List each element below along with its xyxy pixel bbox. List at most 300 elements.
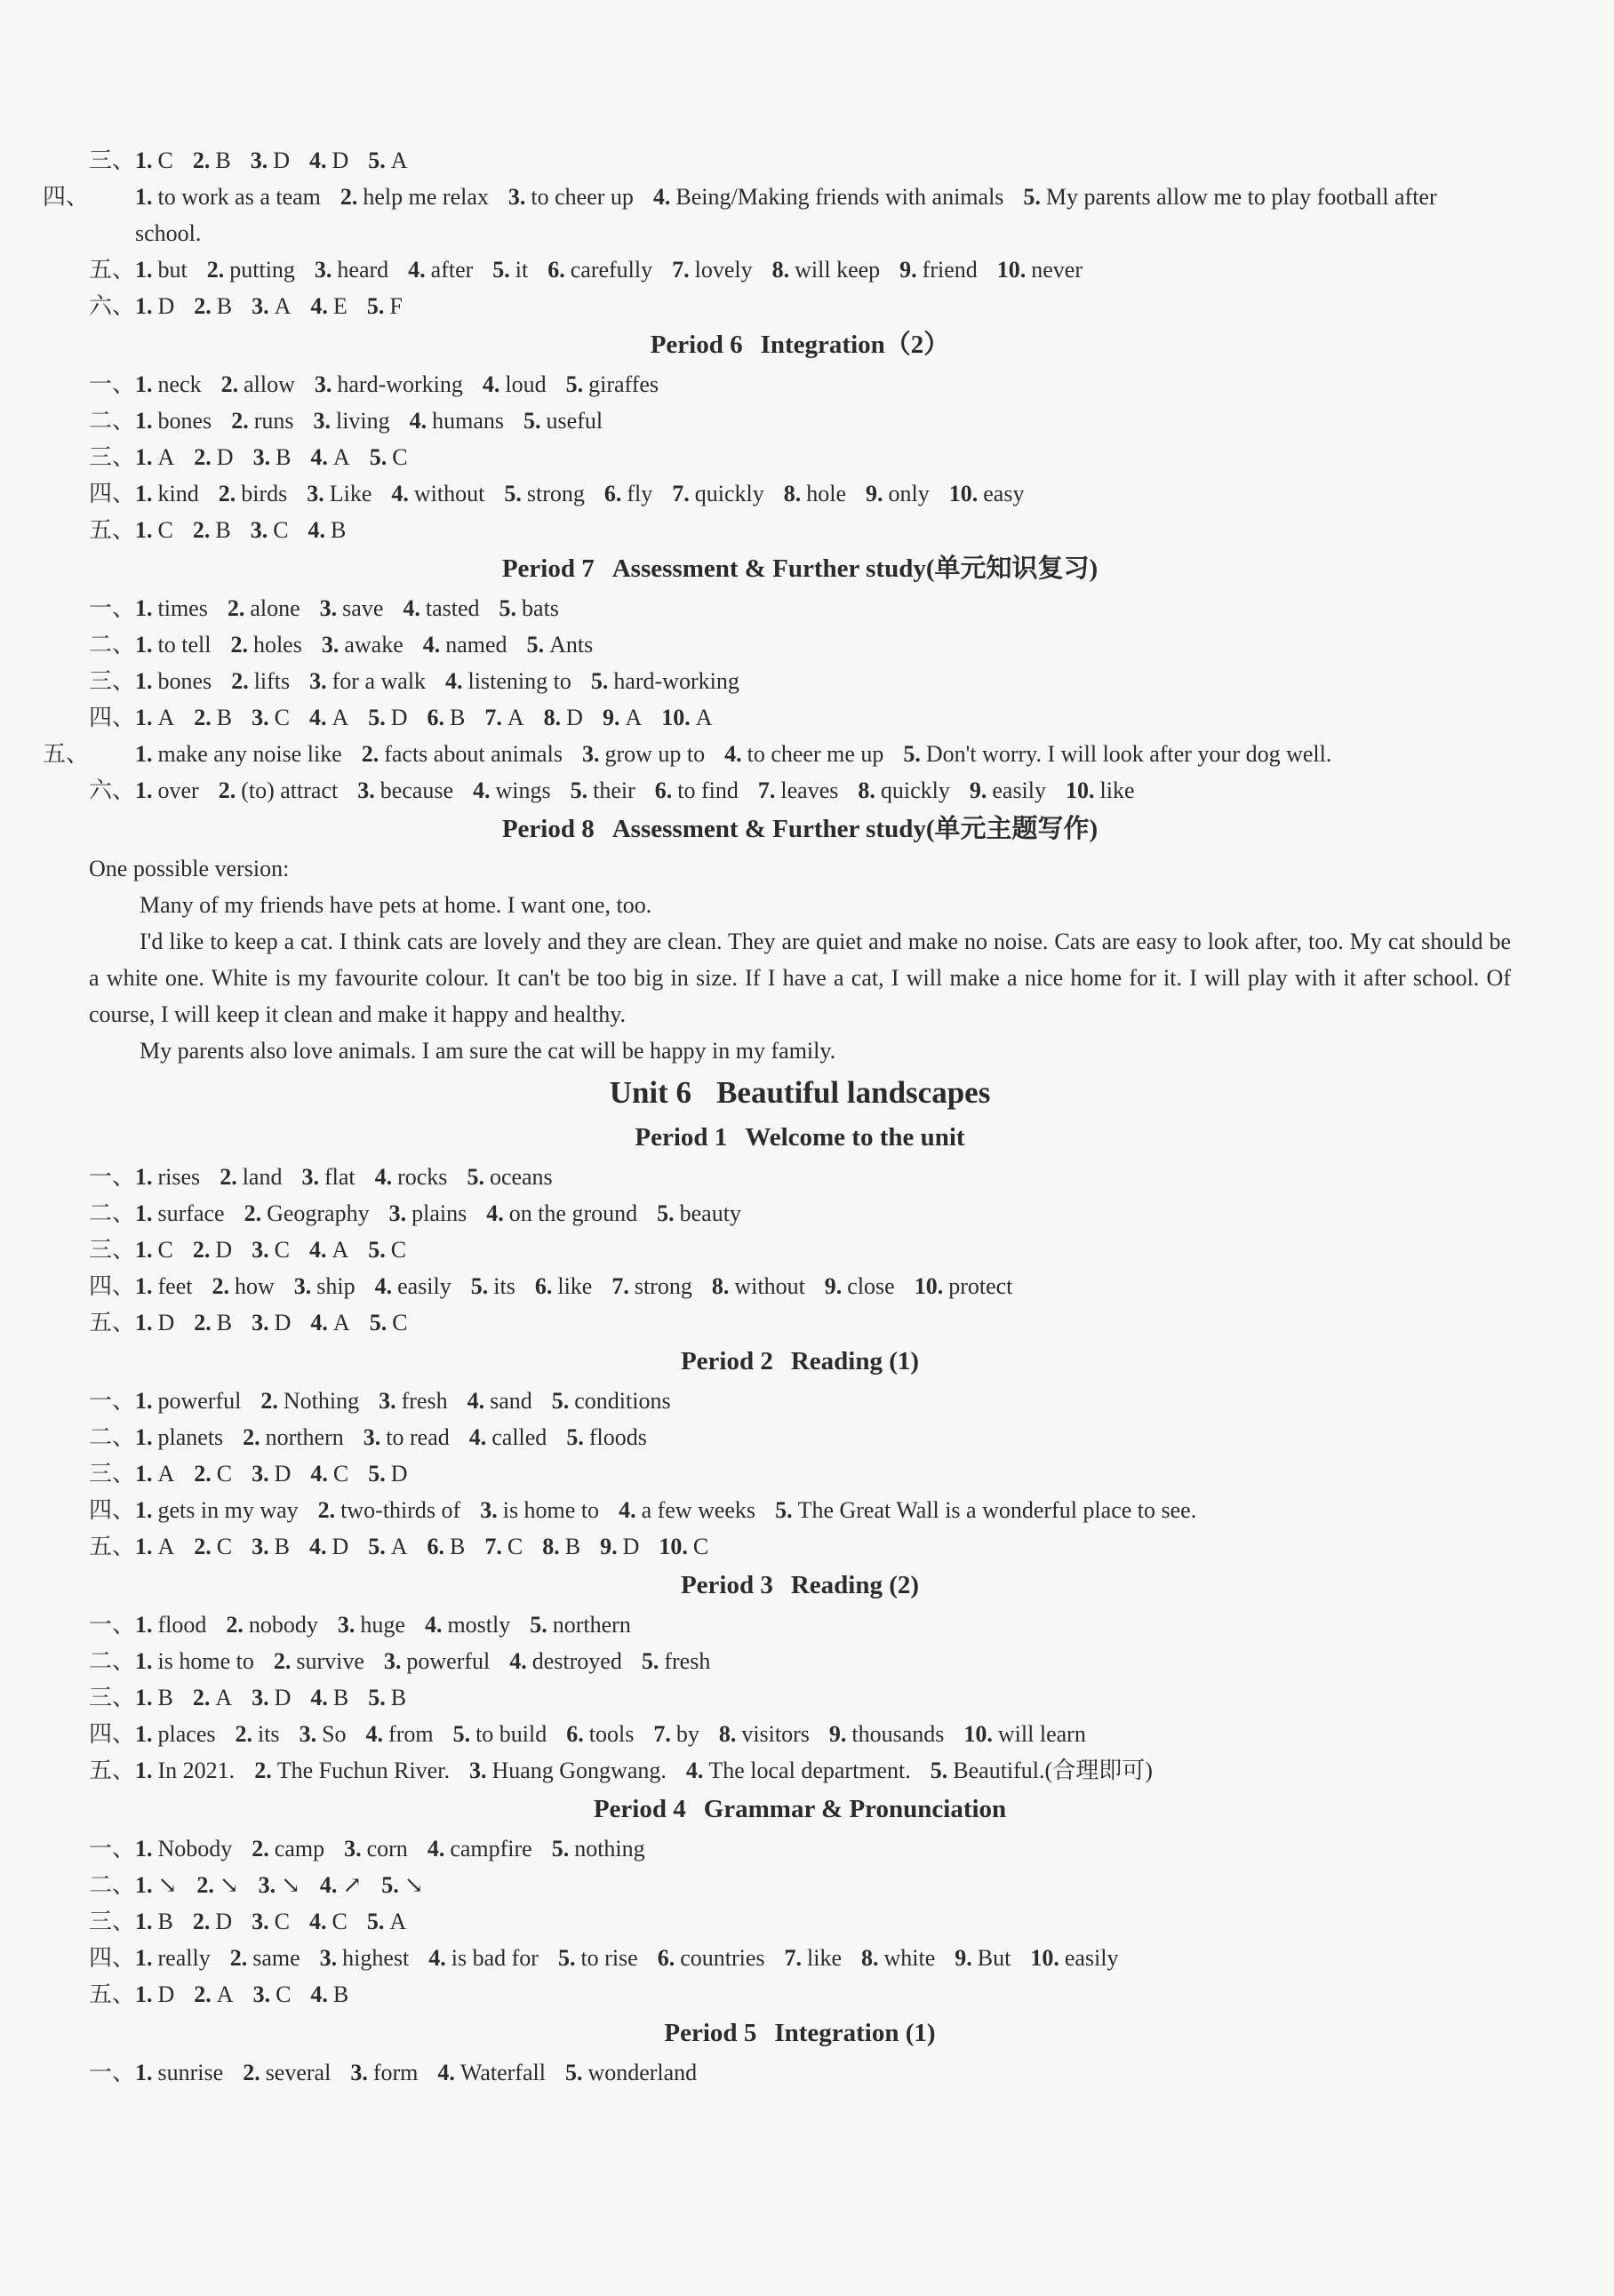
answer-text: runs: [253, 408, 294, 434]
answer-item: [135, 1981, 174, 2007]
section-label: 三、: [89, 147, 136, 173]
answer-item: [220, 1164, 282, 1190]
answer-number: 9.: [602, 705, 620, 730]
answer-text: D: [274, 1310, 292, 1335]
answer-number: 1.: [135, 1872, 153, 1898]
answer-number: 5.: [1023, 184, 1041, 210]
answer-number: 9.: [824, 1273, 843, 1299]
answer-number: 3.: [319, 1945, 338, 1971]
period-title: Integration（2）: [760, 331, 950, 359]
answer-number: 2.: [235, 1721, 252, 1747]
answer-number: 3.: [258, 1872, 276, 1898]
answer-text: C: [692, 1534, 709, 1559]
answer-number: 4.: [486, 1200, 504, 1226]
answer-number: 6.: [657, 1945, 675, 1971]
answer-item: [653, 184, 1004, 210]
answer-text: B: [157, 1909, 173, 1934]
answer-text: humans: [432, 408, 505, 434]
answer-number: 7.: [653, 1721, 671, 1747]
answer-number: 1.: [135, 595, 153, 621]
answer-item: [315, 257, 388, 283]
answer-text: kind: [157, 481, 199, 506]
answer-number: 3.: [357, 777, 375, 803]
answer-text: Waterfall: [459, 2060, 546, 2085]
answer-text: B: [216, 1310, 233, 1335]
answer-number: 4.: [509, 1648, 527, 1674]
answer-text: form: [372, 2060, 419, 2085]
answer-number: 2.: [192, 1909, 211, 1934]
period-number: Period 3: [680, 1571, 773, 1599]
answer-item: [486, 1200, 637, 1226]
answer-item: [135, 1461, 174, 1487]
section-label: 四、: [89, 705, 136, 730]
section-label: 二、: [89, 408, 136, 434]
answer-number: 2.: [194, 444, 212, 470]
answer-text: it: [515, 257, 529, 283]
answer-item: [135, 632, 211, 658]
answer-text: called: [491, 1424, 547, 1450]
answer-number: 6.: [534, 1273, 553, 1299]
answer-text: corn: [366, 1836, 408, 1862]
answer-text: So: [322, 1721, 347, 1747]
answer-item: [135, 1758, 235, 1783]
answer-text: huge: [360, 1612, 405, 1638]
answer-item: [672, 257, 753, 283]
answer-text: hard-working: [613, 668, 739, 694]
section-label: 四、: [89, 1721, 136, 1747]
answer-number: 4.: [427, 1836, 445, 1862]
answer-item: [135, 1945, 211, 1971]
period-heading: [89, 809, 1511, 850]
answer-number: 3.: [314, 371, 332, 397]
answer-number: 3.: [252, 444, 271, 470]
answer-item: [135, 1200, 225, 1226]
answer-row: [89, 1903, 1511, 1940]
answer-number: 2.: [273, 1648, 292, 1674]
answer-number: 4.: [310, 293, 328, 319]
answer-text: tools: [588, 1721, 635, 1747]
period-title: Welcome to the unit: [745, 1123, 965, 1152]
answer-number: 2.: [194, 293, 212, 319]
answer-item: [310, 1981, 348, 2007]
answer-text: powerful: [406, 1648, 491, 1674]
answer-item: [566, 1721, 634, 1747]
answer-number: 3.: [252, 1909, 269, 1934]
period-title: Assessment & Further study(单元知识复习): [611, 554, 1099, 583]
answer-text: places: [157, 1721, 216, 1747]
section-label: 一、: [89, 1612, 136, 1638]
section-label: 二、: [89, 1872, 136, 1898]
answer-text: floods: [588, 1424, 647, 1450]
answer-item: [253, 1981, 292, 2007]
answer-text: The Great Wall is a wonderful place to see.: [797, 1497, 1197, 1523]
answer-text: to read: [386, 1424, 450, 1450]
answer-number: 1.: [135, 1497, 153, 1523]
answer-item: [659, 1534, 708, 1559]
answer-number: 2.: [194, 705, 212, 730]
answer-text: D: [216, 444, 234, 470]
answer-item: [366, 1721, 434, 1747]
answer-item: [955, 1945, 1011, 1971]
period-number: Period 4: [593, 1795, 686, 1823]
answer-number: 4.: [482, 371, 500, 397]
answer-item: [381, 1872, 423, 1898]
section-label: 五、: [89, 257, 136, 283]
answer-row: [89, 626, 1511, 663]
answer-row: [89, 1830, 1511, 1867]
period-heading: [89, 1117, 1511, 1159]
answer-item: [391, 481, 484, 506]
answer-item: [552, 1388, 671, 1414]
answer-item: [313, 408, 389, 434]
section-label: 一、: [89, 595, 136, 621]
answer-text: hard-working: [337, 371, 463, 397]
answer-number: 4.: [467, 1388, 485, 1414]
answer-number: 5.: [504, 481, 522, 506]
answer-text: Nothing: [283, 1388, 360, 1414]
answer-text: D: [332, 1534, 349, 1559]
answer-text: C: [157, 147, 173, 173]
model-essay: [89, 850, 1511, 1069]
answer-text: D: [273, 147, 290, 173]
answer-number: 1.: [135, 371, 153, 397]
answer-number: 3.: [299, 1721, 317, 1747]
answer-item: [309, 1534, 348, 1559]
answer-number: 9.: [600, 1534, 618, 1559]
answer-text: But: [977, 1945, 1011, 1971]
answer-row: [89, 2054, 1511, 2091]
answer-text: D: [157, 1310, 175, 1335]
answer-text: tasted: [425, 595, 480, 621]
answer-item: [370, 1310, 408, 1335]
period-heading: [89, 1565, 1511, 1606]
answer-text: land: [242, 1164, 283, 1190]
answer-item: [230, 632, 301, 658]
answer-text: to cheer up: [531, 184, 634, 210]
answer-number: 5.: [368, 1534, 386, 1559]
answer-text: C: [390, 1237, 407, 1263]
answer-item: [350, 2060, 418, 2085]
answer-number: 1.: [135, 184, 153, 210]
answer-item: [379, 1388, 447, 1414]
answer-key-content: [43, 142, 1511, 2091]
answer-text: My parents allow me to play football after school.: [135, 184, 1437, 246]
answer-text: B: [332, 1981, 349, 2007]
answer-item: [384, 1648, 490, 1674]
answer-text: Geography: [267, 1200, 370, 1226]
answer-item: [437, 2060, 546, 2085]
answer-item: [135, 595, 208, 621]
answer-text: alone: [250, 595, 300, 621]
answer-number: 4.: [424, 1612, 443, 1638]
answer-number: 4.: [308, 1237, 327, 1263]
section-label: 一、: [89, 371, 136, 397]
section-label: 五、: [89, 517, 136, 543]
section-label: 四、: [89, 1497, 136, 1523]
answer-text: friend: [922, 257, 978, 283]
answer-text: C: [274, 1237, 290, 1263]
answer-number: 8.: [711, 1273, 730, 1299]
section-label: 二、: [89, 632, 136, 658]
answer-item: [194, 1981, 233, 2007]
answer-item: [758, 777, 838, 803]
answer-item: [320, 1872, 362, 1898]
answer-text: survive: [296, 1648, 364, 1674]
answer-number: 5.: [641, 1648, 659, 1674]
answer-number: 3.: [507, 184, 526, 210]
answer-item: [362, 741, 563, 767]
answer-text: A: [215, 1685, 233, 1710]
answer-text: is home to: [502, 1497, 600, 1523]
answer-text: D: [157, 1981, 175, 2007]
answer-text: without: [413, 481, 485, 506]
answer-number: 2.: [196, 1872, 214, 1898]
answer-item: [309, 705, 348, 730]
answer-number: 5.: [368, 1237, 386, 1263]
answer-text: how: [234, 1273, 275, 1299]
answer-item: [135, 1237, 173, 1263]
answer-item: [252, 1534, 290, 1559]
answer-text: oceans: [489, 1164, 553, 1190]
period-heading: [89, 548, 1511, 590]
period-number: Period 2: [680, 1347, 773, 1375]
answer-number: 2.: [229, 1945, 248, 1971]
answer-number: 8.: [861, 1945, 879, 1971]
answer-number: 3.: [252, 1310, 269, 1335]
answer-number: 10.: [659, 1534, 688, 1559]
answer-item: [318, 1497, 461, 1523]
answer-number: 2.: [254, 1758, 272, 1783]
answer-text: leaves: [780, 777, 839, 803]
answer-item: [252, 293, 291, 319]
answer-item: [135, 408, 212, 434]
answer-text: holes: [252, 632, 302, 658]
answer-text: Nobody: [157, 1836, 233, 1862]
answer-text: gets in my way: [157, 1497, 299, 1523]
answer-text: like: [807, 1945, 843, 1971]
answer-text: is home to: [157, 1648, 254, 1674]
answer-item: [135, 1836, 232, 1862]
answer-text: A: [332, 1310, 350, 1335]
answer-item: [861, 1945, 935, 1971]
answer-number: 5.: [564, 2060, 583, 2085]
answer-number: 5.: [467, 1164, 484, 1190]
answer-number: 5.: [551, 1836, 570, 1862]
answer-number: 4.: [319, 1872, 338, 1898]
answer-item: [254, 1758, 450, 1783]
answer-item: [309, 668, 426, 694]
answer-text: ↘: [404, 1872, 424, 1898]
answer-item: [309, 1237, 348, 1263]
answer-item: [509, 1648, 622, 1674]
answer-text: The Fuchun River.: [276, 1758, 450, 1783]
answer-text: lifts: [253, 668, 291, 694]
answer-number: 1.: [135, 1721, 153, 1747]
answer-item: [427, 1534, 466, 1559]
answer-text: powerful: [157, 1388, 242, 1414]
answer-row: [89, 403, 1511, 439]
answer-text: D: [566, 705, 583, 730]
answer-number: 3.: [293, 1273, 312, 1299]
answer-number: 5.: [590, 668, 609, 694]
answer-text: D: [390, 705, 408, 730]
answer-text: B: [215, 517, 231, 543]
answer-text: A: [625, 705, 643, 730]
answer-text: destroyed: [531, 1648, 622, 1674]
answer-item: [244, 1200, 370, 1226]
answer-text: several: [265, 2060, 332, 2085]
section-label: 五、: [89, 1310, 136, 1335]
answer-item: [368, 1461, 407, 1487]
section-label: 二、: [89, 1200, 136, 1226]
answer-number: 3.: [383, 1648, 402, 1674]
answer-item: [340, 184, 489, 210]
answer-row: [89, 1679, 1511, 1716]
answer-text: B: [450, 1534, 466, 1559]
answer-item: [427, 705, 466, 730]
answer-row: [89, 288, 1511, 324]
answer-number: 2.: [192, 1237, 211, 1263]
answer-item: [226, 1612, 318, 1638]
answer-item: [135, 147, 173, 173]
answer-text: save: [342, 595, 384, 621]
answer-number: 5.: [369, 444, 388, 470]
answer-text: its: [257, 1721, 280, 1747]
answer-number: 6.: [427, 1534, 445, 1559]
answer-item: [535, 1273, 593, 1299]
answer-text: times: [157, 595, 208, 621]
answer-item: [252, 1461, 291, 1487]
section-label: 四、: [89, 481, 136, 506]
answer-number: 9.: [828, 1721, 847, 1747]
answer-text: like: [557, 1273, 593, 1299]
answer-item: [657, 1200, 741, 1226]
answer-text: plains: [411, 1200, 467, 1226]
answer-item: [469, 1758, 667, 1783]
answer-text: nothing: [574, 1836, 645, 1862]
answer-item: [547, 257, 652, 283]
answer-text: flat: [324, 1164, 356, 1190]
answer-text: D: [274, 1461, 292, 1487]
answer-text: will learn: [997, 1721, 1086, 1747]
answer-number: 5.: [369, 1310, 388, 1335]
answer-item: [467, 1164, 552, 1190]
answer-number: 1.: [135, 444, 153, 470]
answer-item: [135, 1164, 200, 1190]
answer-item: [194, 1310, 232, 1335]
answer-number: 2.: [218, 777, 236, 803]
answer-item: [368, 1685, 406, 1710]
answer-number: 3.: [252, 705, 269, 730]
answer-item: [135, 184, 321, 210]
answer-item: [252, 1836, 324, 1862]
answer-text: A: [332, 705, 349, 730]
answer-row: [89, 772, 1511, 809]
essay-paragraph: Many of my friends have pets at home. I want one, too.: [140, 892, 652, 918]
answer-number: 1.: [135, 1237, 153, 1263]
section-label: 三、: [89, 668, 136, 694]
answer-text: protect: [948, 1273, 1013, 1299]
answer-text: D: [215, 1909, 233, 1934]
answer-text: A: [507, 705, 524, 730]
answer-number: 2.: [192, 517, 211, 543]
period-title: Reading (2): [790, 1571, 920, 1599]
answer-number: 4.: [619, 1497, 636, 1523]
answer-item: [367, 1909, 406, 1934]
answer-item: [135, 668, 212, 694]
answer-row: [89, 1195, 1511, 1232]
answer-text: Huang Gongwang.: [491, 1758, 667, 1783]
answer-text: Beautiful.(合理即可): [953, 1758, 1153, 1783]
answer-text: highest: [342, 1945, 410, 1971]
answer-number: 2.: [218, 481, 236, 506]
section-label: 三、: [89, 1909, 136, 1934]
answer-item: [135, 1273, 192, 1299]
answer-number: 5.: [930, 1758, 948, 1783]
answer-text: thousands: [851, 1721, 945, 1747]
answer-text: rises: [157, 1164, 201, 1190]
answer-item: [915, 1273, 1013, 1299]
answer-item: [322, 632, 404, 658]
answer-number: 4.: [652, 184, 671, 210]
answer-text: D: [157, 293, 175, 319]
answer-number: 10.: [996, 257, 1027, 283]
answer-text: only: [888, 481, 930, 506]
answer-item: [135, 741, 342, 767]
answer-text: facts about animals: [384, 741, 563, 767]
answer-number: 2.: [260, 1388, 278, 1414]
answer-number: 4.: [308, 1534, 327, 1559]
answer-text: B: [276, 444, 292, 470]
answer-item: [294, 1273, 356, 1299]
answer-number: 1.: [135, 1945, 153, 1971]
answer-text: over: [157, 777, 199, 803]
answer-text: E: [332, 293, 348, 319]
answer-number: 4.: [437, 2060, 455, 2085]
answer-number: 2.: [243, 2060, 260, 2085]
answer-text: named: [445, 632, 507, 658]
answer-item: [658, 1945, 765, 1971]
answer-row: [89, 663, 1511, 699]
answer-text: bats: [522, 595, 559, 621]
answer-number: 1.: [135, 1685, 153, 1710]
answer-row: [89, 1232, 1511, 1268]
section-label: 五、: [89, 1981, 136, 2007]
answer-number: 2.: [212, 1273, 229, 1299]
answer-text: giraffes: [588, 371, 659, 397]
answer-number: 4.: [403, 595, 420, 621]
answer-text: Being/Making friends with animals: [675, 184, 1004, 210]
answer-number: 1.: [135, 1424, 153, 1450]
answer-text: C: [392, 444, 408, 470]
answer-text: close: [847, 1273, 895, 1299]
answer-number: 1.: [135, 705, 153, 730]
answer-item: [825, 1273, 895, 1299]
answer-number: 2.: [361, 741, 380, 767]
answer-number: 4.: [428, 1945, 446, 1971]
period-number: Period 5: [664, 2019, 757, 2047]
answer-number: 4.: [445, 668, 463, 694]
answer-text: from: [388, 1721, 434, 1747]
answer-text: after: [430, 257, 474, 283]
answer-text: B: [216, 293, 233, 319]
answer-item: [135, 777, 199, 803]
section-label: 四、: [43, 184, 90, 210]
answer-text: listening to: [467, 668, 571, 694]
answer-number: 4.: [374, 1273, 393, 1299]
answer-number: 3.: [250, 147, 268, 173]
answer-number: 5.: [368, 1685, 386, 1710]
